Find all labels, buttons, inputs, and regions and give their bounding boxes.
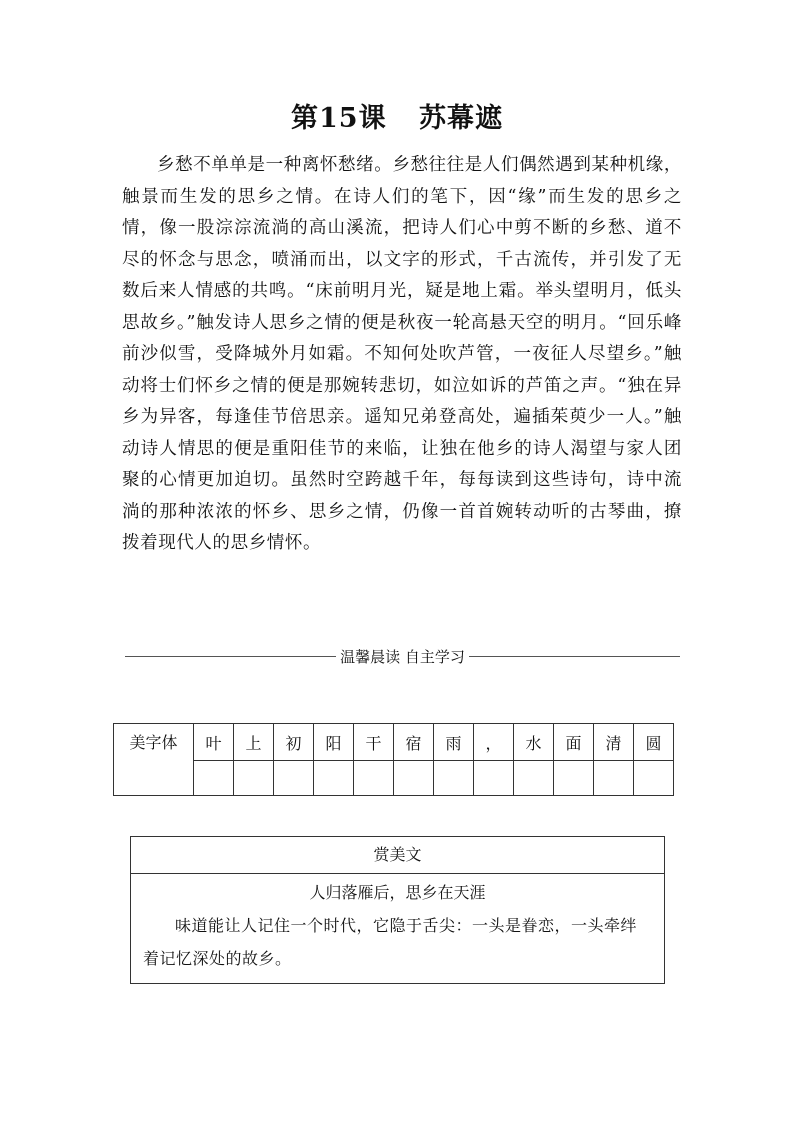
practice-cell (394, 761, 434, 796)
essay-body: 味道能让人记住一个时代，它隐于舌尖：一头是眷恋，一头牵绊着记忆深处的故乡。 (143, 916, 638, 968)
divider-line-left (125, 656, 336, 657)
practice-cell (594, 761, 634, 796)
calligraphy-table (113, 723, 674, 796)
practice-cell (274, 761, 314, 796)
section-label: 温馨晨读 自主学习 (340, 647, 465, 666)
essay-title: 人归落雁后，思乡在天涯 (309, 883, 486, 902)
divider-line-right (469, 656, 680, 657)
practice-cell (634, 761, 674, 796)
practice-cell (314, 761, 354, 796)
calligraphy-char: 初 (274, 724, 314, 761)
calligraphy-char: 阳 (314, 724, 354, 761)
calligraphy-char-row (114, 724, 674, 761)
practice-cell (474, 761, 514, 796)
calligraphy-char: 清 (594, 724, 634, 761)
practice-cell (194, 761, 234, 796)
calligraphy-header: 美字体 (114, 724, 194, 796)
appreciation-heading: 赏美文 (131, 837, 664, 874)
calligraphy-char: 圆 (634, 724, 674, 761)
calligraphy-char: ， (474, 724, 514, 761)
calligraphy-char: 干 (354, 724, 394, 761)
practice-cell (554, 761, 594, 796)
practice-cell (234, 761, 274, 796)
intro-paragraph: 乡愁不单单是一种离怀愁绪。乡愁往往是人们偶然遇到某种机缘，触景而生发的思乡之情。在诗人们的笔下，因“缘”而生发的思乡之情，像一股淙淙流淌的高山溪流，把诗人们心中剪不断的乡愁、道不尽的怀念与思念，喷涌而出，以文字的形式，千古流传，并引发了无数后来人情感的共鸣。“床前明月光，疑是地上霜。举头望明月，低头思故乡。”触发诗人思乡之情的便是秋夜一轮高悬天空的明月。“回乐峰前沙似雪，受降城外月如霜。不知何处吹芦管，一夜征人尽望乡。”触动将士们怀乡之情的便是那婉转悲切，如泣如诉的芦笛之声。“独在异乡为异客，每逢佳节倍思亲。遥知兄弟登高处，遍插茱萸少一人。”触动诗人情思的便是重阳佳节的来临，让独在他乡的诗人渴望与家人团聚的心情更加迫切。虽然时空跨越千年，每每读到这些诗句，诗中流淌的那种浓浓的怀乡、思乡之情，仍像一首首婉转动听的古琴曲，撩拨着现代人的思乡情怀。 (122, 155, 682, 553)
page-title (0, 96, 794, 135)
appreciation-box (130, 836, 665, 984)
calligraphy-char: 面 (554, 724, 594, 761)
intro-passage (122, 150, 682, 560)
practice-cell (354, 761, 394, 796)
calligraphy-char: 上 (234, 724, 274, 761)
calligraphy-char: 水 (514, 724, 554, 761)
practice-cell (514, 761, 554, 796)
calligraphy-char: 宿 (394, 724, 434, 761)
calligraphy-char: 雨 (434, 724, 474, 761)
section-divider (125, 646, 680, 666)
practice-cell (434, 761, 474, 796)
lesson-title: 苏幕遮 (418, 103, 503, 134)
lesson-number: 第15课 (291, 103, 387, 134)
calligraphy-practice-row (114, 761, 674, 796)
calligraphy-char: 叶 (194, 724, 234, 761)
